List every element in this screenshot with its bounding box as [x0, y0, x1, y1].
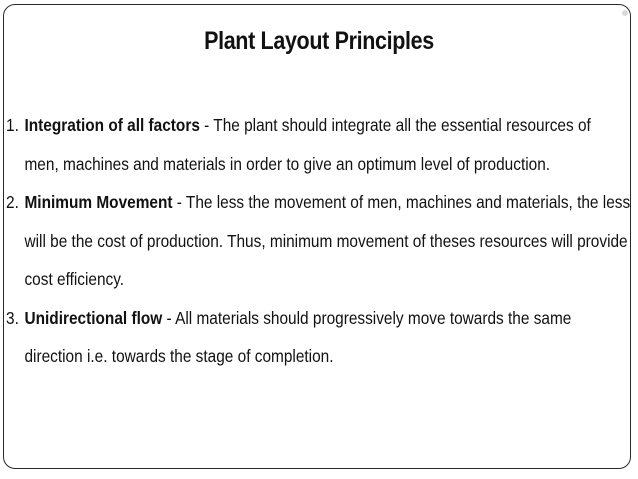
- principle-number: 1.: [6, 115, 19, 135]
- principle-text: - The less the movement of men, machines and materials, the less will be the cost of production. Thus, minimum movement of theses resources will provide cost efficiency.: [24, 192, 631, 289]
- principle-heading: Integration of all factors: [24, 115, 200, 135]
- principle-item-1: [6, 106, 631, 183]
- corner-dot-decoration: [622, 10, 628, 16]
- principles-list: [6, 106, 636, 376]
- principle-item-2: [6, 183, 631, 299]
- slide-title: Plant Layout Principles: [204, 27, 434, 55]
- principle-body: [24, 183, 631, 299]
- principle-heading: Unidirectional flow: [24, 307, 163, 328]
- principle-text: - The plant should integrate all the essential resources of men, machines and materials in order to give an optimum level of production.: [24, 115, 591, 174]
- principle-heading: Minimum Movement: [24, 192, 173, 212]
- principle-body: [24, 299, 622, 376]
- principle-number: 2.: [6, 192, 19, 212]
- principle-number: 3.: [6, 307, 19, 328]
- principle-body: [24, 106, 600, 183]
- principle-text: - All materials should progressively move towards the same direction i.e. towards the stage of completion.: [24, 307, 572, 366]
- principle-item-3: [6, 299, 631, 376]
